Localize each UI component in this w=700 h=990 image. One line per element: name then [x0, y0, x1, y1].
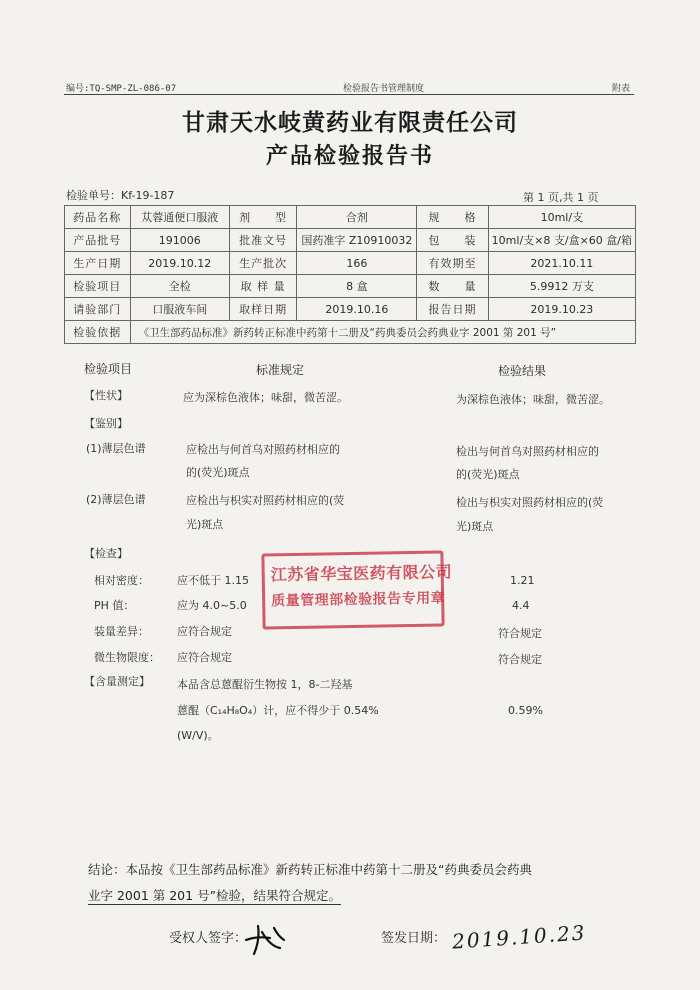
header-divider [64, 94, 634, 95]
info-label: 剂 型 [229, 206, 296, 229]
section-identification: 【鉴别】 [84, 417, 128, 430]
info-value: 2019.10.12 [130, 252, 229, 275]
info-value: 166 [297, 252, 417, 275]
report-title: 产品检验报告书 [265, 143, 434, 169]
identification-1-result-l2: 的(荧光)斑点 [456, 468, 520, 481]
assay-line-3: (W/V)。 [177, 729, 219, 742]
check-fill-name: 装量差异： [94, 625, 149, 638]
identification-2-standard-l1: 应检出与枳实对照药材相应的(荧 [186, 494, 345, 507]
info-row [65, 275, 636, 298]
check-ph-standard: 应为 4.0~5.0 [177, 599, 247, 612]
info-value: 191006 [130, 229, 229, 252]
check-microbe-result: 符合规定 [498, 653, 542, 666]
info-label: 生产日期 [65, 252, 131, 275]
info-label: 药品名称 [65, 206, 131, 229]
stamp-line-2: 质量管理部检验报告专用章 [271, 590, 446, 610]
character-result: 为深棕色液体；味甜，微苦涩。 [456, 393, 610, 406]
assay-line-1: 本品含总蒽醌衍生物按 1，8-二羟基 [177, 678, 353, 691]
info-label: 规 格 [417, 206, 488, 229]
quality-stamp [261, 550, 453, 629]
identification-1-result-l1: 检出与何首乌对照药材相应的 [456, 445, 599, 458]
section-assay: 【含量测定】 [84, 675, 150, 688]
section-checks: 【检查】 [84, 547, 128, 560]
stamp-line-1: 江苏省华宝医药有限公司 [270, 562, 453, 585]
identification-1-standard-l2: 的(荧光)斑点 [186, 466, 250, 479]
info-value: 2019.10.23 [488, 298, 635, 321]
check-fill-result: 符合规定 [498, 627, 542, 640]
info-value: 合剂 [297, 206, 417, 229]
check-fill-standard: 应符合规定 [177, 625, 232, 638]
page-info: 第 1 页,共 1 页 [523, 191, 599, 204]
info-value: 5.9912 万支 [488, 275, 635, 298]
check-density-result: 1.21 [510, 574, 535, 587]
column-item: 检验项目 [84, 362, 133, 376]
appendix-label: 附表 [612, 84, 631, 94]
identification-2-result-l2: 光)斑点 [456, 520, 494, 533]
check-ph-result: 4.4 [512, 599, 530, 612]
identification-2-standard-l2: 光)斑点 [186, 518, 224, 531]
assay-result: 0.59% [508, 704, 543, 717]
info-value: 口服液车间 [130, 298, 229, 321]
identification-2-result-l1: 检出与枳实对照药材相应的(荧 [456, 496, 604, 509]
check-microbe-standard: 应符合规定 [177, 651, 232, 664]
info-value: 2021.10.11 [488, 252, 635, 275]
assay-line-2: 蒽醌（C₁₄H₈O₄）计，应不得少于 0.54% [177, 704, 379, 717]
info-label: 取样日期 [229, 298, 296, 321]
info-row [65, 229, 636, 252]
inspection-number: 检验单号：Kf-19-187 [66, 189, 175, 202]
company-name: 甘肃天水岐黄药业有限责任公司 [182, 109, 518, 136]
info-label: 请验部门 [65, 298, 131, 321]
check-density-standard: 应不低于 1.15 [177, 574, 249, 587]
info-label: 取 样 量 [229, 275, 296, 298]
info-label: 数 量 [417, 275, 488, 298]
column-result: 检验结果 [498, 364, 547, 378]
info-value: 全检 [130, 275, 229, 298]
product-info-table [64, 205, 636, 344]
info-value: 8 盒 [297, 275, 417, 298]
info-label: 生产批次 [229, 252, 296, 275]
issue-date-handwritten: 2019.10.23 [451, 920, 588, 954]
info-label: 有效期至 [417, 252, 488, 275]
info-row [65, 252, 636, 275]
basis-label: 检验依据 [65, 321, 131, 344]
info-value: 2019.10.16 [297, 298, 417, 321]
basis-value: 《卫生部药品标准》新药转正标准中药第十二册及“药典委员会药典业字 2001 第 201 号” [130, 321, 635, 344]
section-character: 【性状】 [84, 389, 128, 402]
info-value: 10ml/支 [488, 206, 635, 229]
info-label: 检验项目 [65, 275, 131, 298]
handwritten-signature [240, 918, 290, 960]
check-microbe-name: 微生物限度： [94, 651, 160, 664]
check-ph-name: PH 值： [94, 599, 135, 612]
info-label: 产品批号 [65, 229, 131, 252]
document-number: 编号:TQ-SMP-ZL-086-07 [66, 84, 177, 94]
identification-1-name: (1)薄层色谱 [86, 442, 146, 455]
info-label: 批准文号 [229, 229, 296, 252]
identification-2-name: (2)薄层色谱 [86, 493, 146, 506]
column-standard: 标准规定 [256, 363, 305, 377]
check-density-name: 相对密度： [94, 574, 149, 587]
info-value: 苁蓉通便口服液 [130, 206, 229, 229]
issue-date-label: 签发日期： [381, 931, 447, 946]
info-label: 包 装 [417, 229, 488, 252]
info-value: 国药准字 Z10910032 [297, 229, 417, 252]
conclusion-line-2: 业字 2001 第 201 号”检验，结果符合规定。 [88, 888, 342, 903]
info-value: 10ml/支×8 支/盒×60 盒/箱 [488, 229, 635, 252]
info-row [65, 206, 636, 229]
info-label: 报告日期 [417, 298, 488, 321]
info-row [65, 298, 636, 321]
authorized-signature-label: 受权人签字： [169, 931, 248, 946]
basis-row [65, 321, 636, 344]
character-standard: 应为深棕色液体；味甜，微苦涩。 [183, 391, 348, 404]
conclusion-line-1: 结论：本品按《卫生部药品标准》新药转正标准中药第十二册及“药典委员会药典 [88, 862, 532, 877]
system-name: 检验报告书管理制度 [343, 84, 425, 94]
identification-1-standard-l1: 应检出与何首乌对照药材相应的 [186, 443, 340, 456]
